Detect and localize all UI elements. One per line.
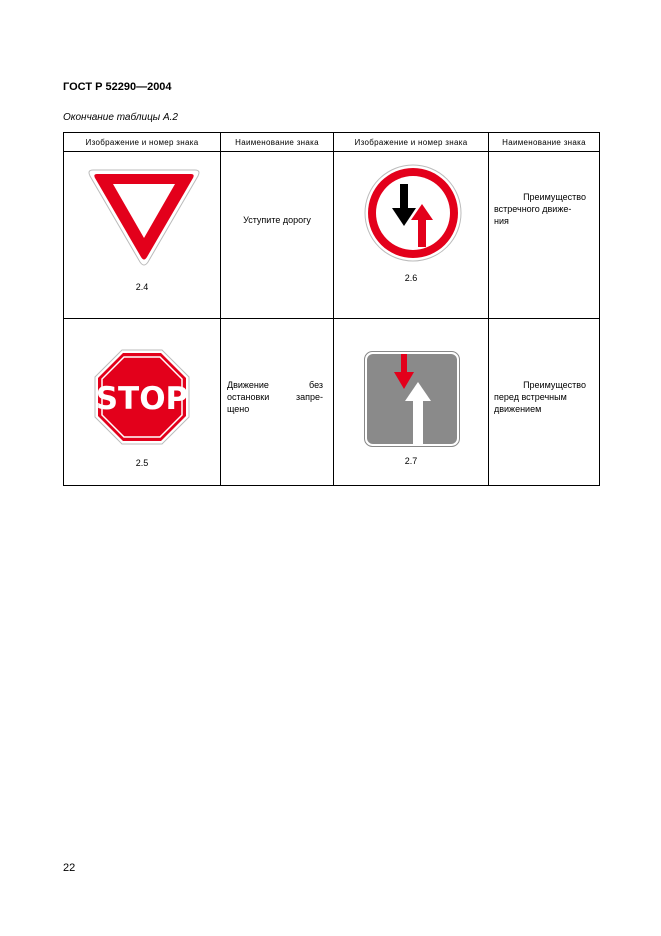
sign-name-line: Движение без [227,380,323,390]
sign-number: 2.4 [135,282,149,292]
stop-sign-text: STOP [95,381,189,417]
column-header: Изображение и номер знака [334,133,489,152]
sign-image-cell [64,319,221,486]
sign-number: 2.7 [404,456,418,466]
sign-name-line: перед встречным [494,392,567,402]
sign-name [494,191,586,227]
column-header: Наименование знака [221,133,334,152]
yield-triangle-icon [85,166,203,268]
column-header: Изображение и номер знака [64,133,221,152]
sign-name: Уступите дорогу [243,215,311,225]
sign-image-cell [64,152,221,319]
sign-name-cell [489,152,600,319]
table-header-row [64,133,600,152]
sign-name-cell [221,319,334,486]
sign-name-line: Преимущество [523,192,586,202]
sign-name [494,379,586,415]
sign-name-line: щено [227,404,250,414]
sign-name [227,379,323,415]
sign-name-cell [221,152,334,319]
sign-name-line: движением [494,404,542,414]
priority-over-oncoming-icon [364,351,460,447]
stop-octagon-icon [94,349,190,445]
sign-number: 2.5 [135,458,149,468]
page-number: 22 [63,862,76,874]
document-header: ГОСТ Р 52290—2004 [63,81,172,93]
column-header: Наименование знака [489,133,600,152]
priority-oncoming-icon [364,164,462,262]
table-row [64,152,600,319]
sign-image-cell [334,319,489,486]
table-caption: Окончание таблицы А.2 [63,112,178,123]
sign-image-cell [334,152,489,319]
signs-table [63,132,600,486]
sign-name-line: ния [494,216,509,226]
sign-name-line: остановки запре- [227,392,323,402]
sign-number: 2.6 [404,273,418,283]
table-row [64,319,600,486]
sign-name-cell [489,319,600,486]
sign-name-line: Преимущество [523,380,586,390]
sign-name-line: встречного движе- [494,204,572,214]
